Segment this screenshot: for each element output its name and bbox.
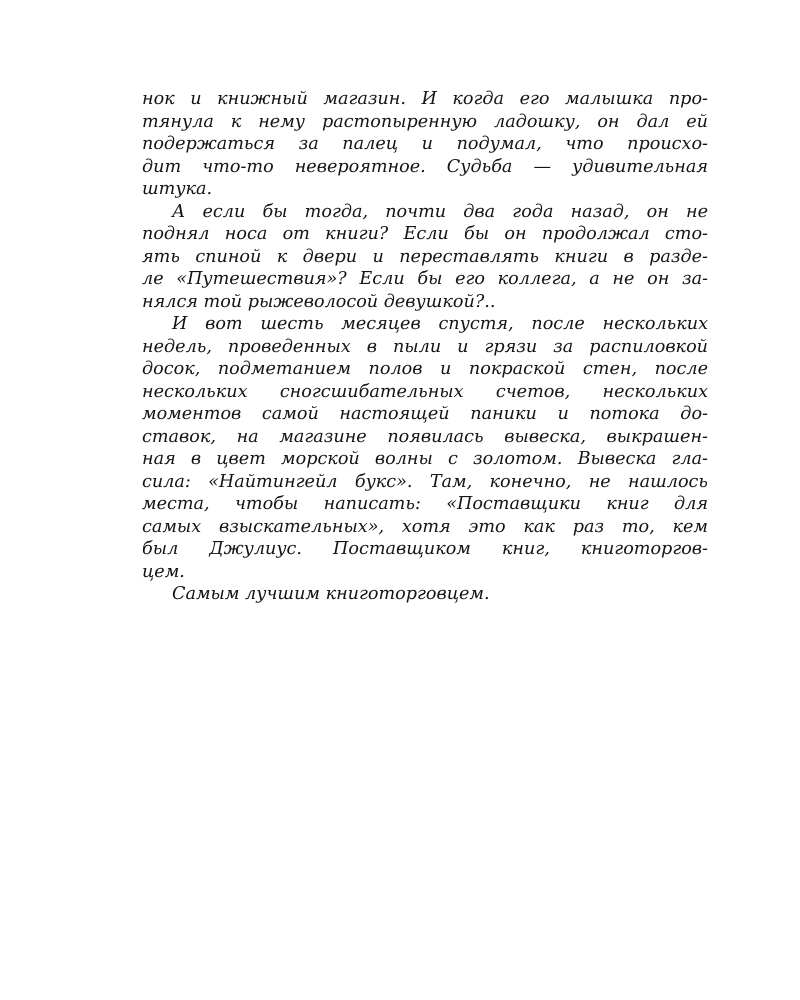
text-line: нок и книжный магазин. И когда его малышка про- (142, 89, 708, 109)
text-line: ле «Путешествия»? Если бы его коллега, а не он за- (142, 269, 708, 289)
text-line: ная в цвет морской волны с золотом. Вывеска гла- (142, 449, 708, 469)
text-line: цем. (142, 561, 185, 582)
text-line: места, чтобы написать: «Поставщики книг для (142, 494, 708, 514)
text-line: нескольких сногсшибательных счетов, нескольких (142, 381, 708, 402)
text-line: ставок, на магазине появилась вывеска, выкрашен- (142, 426, 708, 447)
text-line: нялся той рыжеволосой девушкой?.. (142, 291, 496, 312)
text-line: ять спиной к двери и переставлять книги в разде- (142, 246, 708, 267)
text-line: недель, проведенных в пыли и грязи за распиловкой (142, 336, 708, 357)
text-line: самых взыскательных», хотя это как раз то, кем (142, 516, 708, 537)
text-line: Самым лучшим книготорговцем. (172, 584, 490, 604)
text-line: дит что-то невероятное. Судьба — удивительная (142, 156, 708, 177)
text-line: поднял носа от книги? Если бы он продолжал сто- (142, 224, 708, 244)
text-line: И вот шесть месяцев спустя, после нескольких (172, 314, 708, 334)
text-line: был Джулиус. Поставщиком книг, книготоргов- (142, 539, 708, 559)
page-text (142, 88, 708, 606)
text-line: А если бы тогда, почти два года назад, он не (172, 201, 708, 222)
text-line: подержаться за палец и подумал, что происхо- (142, 134, 708, 154)
text-line: досок, подметанием полов и покраской стен, после (142, 359, 708, 379)
text-line: штука. (142, 179, 213, 199)
text-line: моментов самой настоящей паники и потока до- (142, 404, 708, 424)
text-line: тянула к нему растопыренную ладошку, он дал ей (142, 111, 708, 132)
text-line: сила: «Найтингейл букс». Там, конечно, не нашлось (142, 471, 708, 492)
